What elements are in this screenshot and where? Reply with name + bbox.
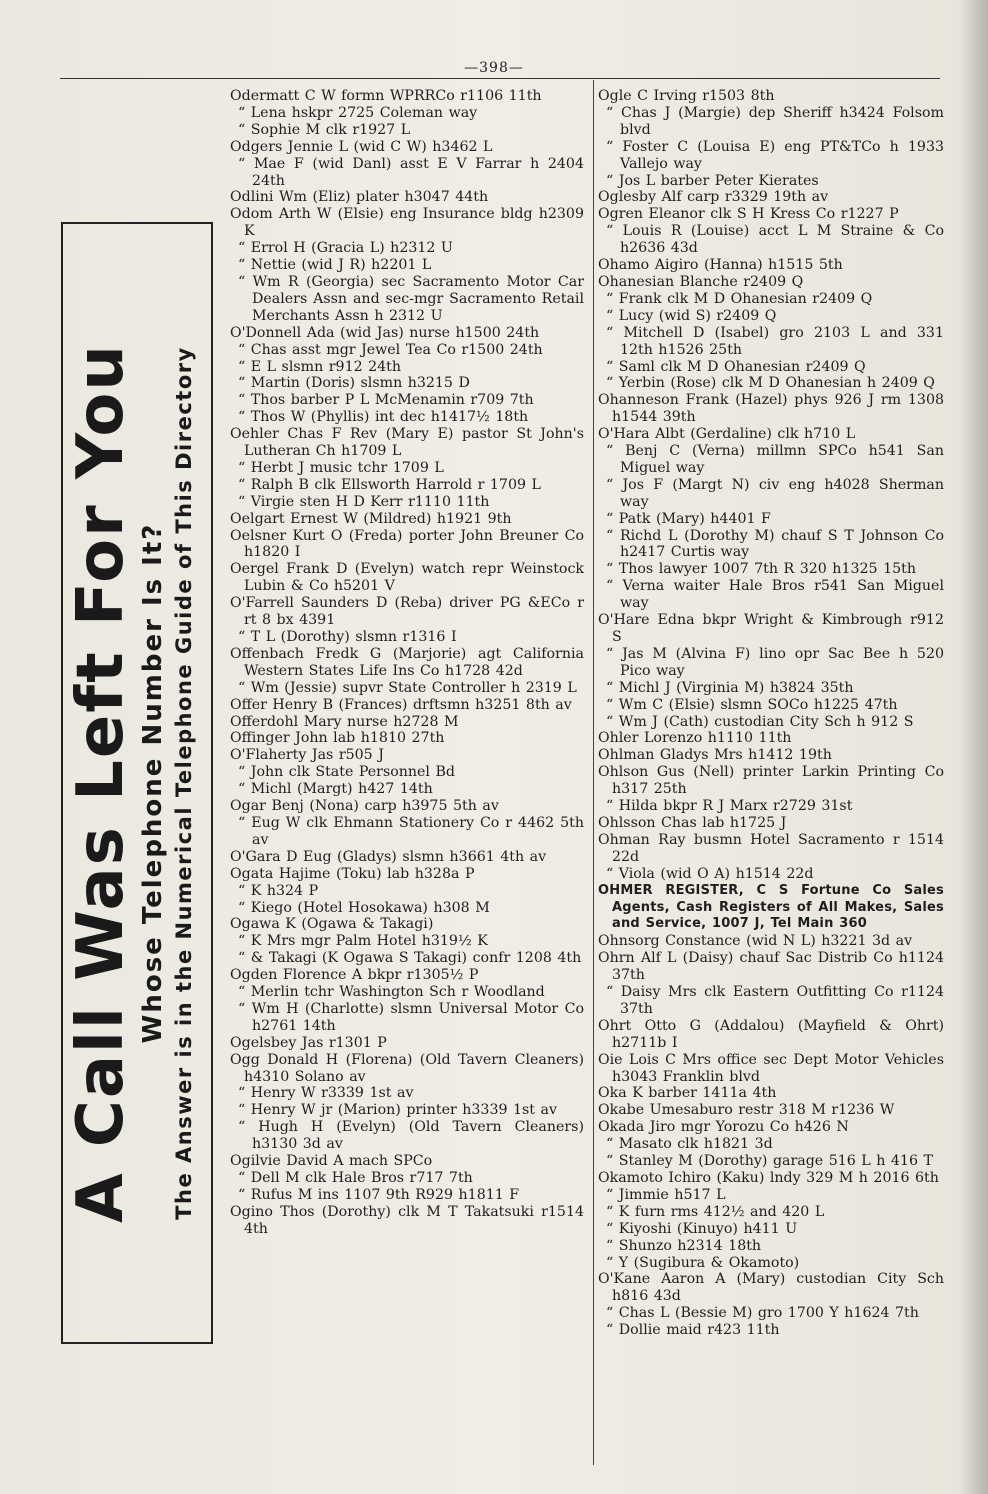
directory-entry: “ Wm R (Georgia) sec Sacramento Motor Car Dealers Assn and sec-mgr Sacramento Retail Merchants Assn h 2312 U xyxy=(238,273,584,324)
directory-entry: “ John clk State Personnel Bd xyxy=(238,764,455,781)
directory-entry: Oehler Chas F Rev (Mary E) pastor St John's Lutheran Ch h1709 L xyxy=(230,426,584,460)
directory-entry: Okada Jiro mgr Yorozu Co h426 N xyxy=(598,1119,849,1136)
directory-entry: “ Hugh H (Evelyn) (Old Tavern Cleaners) h3130 3d av xyxy=(238,1119,584,1153)
ad-rotated-text xyxy=(62,228,212,1338)
directory-entry: “ Kiego (Hotel Hosokawa) h308 M xyxy=(238,899,490,916)
directory-entry: “ Saml clk M D Ohanesian r2409 Q xyxy=(606,358,866,375)
directory-entry: Ogle C Irving r1503 8th xyxy=(598,88,775,104)
directory-entry: “ Eug W clk Ehmann Stationery Co r 4462 5th av xyxy=(238,814,584,848)
directory-entry: “ Jos L barber Peter Kierates xyxy=(606,172,819,189)
directory-entry: “ Wm C (Elsie) slsmn SOCo h1225 47th xyxy=(606,696,898,713)
left-column xyxy=(230,88,584,1238)
directory-entry: Ohrn Alf L (Daisy) chauf Sac Distrib Co h1124 37th xyxy=(598,950,944,984)
directory-entry: “ Wm J (Cath) custodian City Sch h 912 S xyxy=(606,713,914,730)
directory-entry: Okamoto Ichiro (Kaku) lndy 329 M h 2016 6th xyxy=(598,1170,939,1186)
directory-entry: “ Stanley M (Dorothy) garage 516 L h 416 T xyxy=(606,1153,933,1170)
directory-entry: Odermatt C W formn WPRRCo r1106 11th xyxy=(230,88,542,104)
directory-entry: “ Y (Sugibura & Okamoto) xyxy=(606,1254,800,1271)
directory-entry: “ Jimmie h517 L xyxy=(606,1186,726,1203)
directory-entry: “ K furn rms 412½ and 420 L xyxy=(606,1203,825,1220)
directory-entry: “ Martin (Doris) slsmn h3215 D xyxy=(238,375,470,392)
directory-entry: Ogino Thos (Dorothy) clk M T Takatsuki r1514 4th xyxy=(230,1203,584,1237)
directory-entry: “ Patk (Mary) h4401 F xyxy=(606,510,771,527)
directory-entry: “ Thos barber P L McMenamin r709 7th xyxy=(238,392,534,409)
directory-entry: “ Dollie maid r423 11th xyxy=(606,1322,780,1339)
directory-entry: “ Ralph B clk Ellsworth Harrold r 1709 L xyxy=(238,476,541,493)
directory-entry: Offer Henry B (Frances) drftsmn h3251 8th av xyxy=(230,696,572,713)
directory-entry: O'Hara Albt (Gerdaline) clk h710 L xyxy=(598,426,856,443)
directory-entry: “ Chas asst mgr Jewel Tea Co r1500 24th xyxy=(238,341,543,358)
directory-entry: Ogata Hajime (Toku) lab h328a P xyxy=(230,865,475,882)
directory-entry: Offinger John lab h1810 27th xyxy=(230,730,445,747)
directory-entry: Ohnsorg Constance (wid N L) h3221 3d av xyxy=(598,933,913,950)
directory-entry: “ Rufus M ins 1107 9th R929 h1811 F xyxy=(238,1186,520,1203)
directory-entry: O'Gara D Eug (Gladys) slsmn h3661 4th av xyxy=(230,848,547,865)
directory-entry: “ Wm H (Charlotte) slsmn Universal Motor Co h2761 14th xyxy=(238,1000,584,1034)
directory-entry: “ Michl J (Virginia M) h3824 35th xyxy=(606,679,854,696)
page-number: —398— xyxy=(464,60,524,76)
directory-entry: Ohanesian Blanche r2409 Q xyxy=(598,273,804,290)
directory-entry: “ Lena hskpr 2725 Coleman way xyxy=(238,104,478,121)
directory-entry: “ Dell M clk Hale Bros r717 7th xyxy=(238,1170,473,1186)
directory-entry: “ Michl (Margt) h427 14th xyxy=(238,781,433,798)
directory-entry: “ Mitchell D (Isabel) gro 2103 L and 331 12th h1526 25th xyxy=(606,324,944,358)
directory-entry: Ogden Florence A bkpr r1305½ P xyxy=(230,967,479,984)
directory-entry: “ Wm (Jessie) supvr State Controller h 2319 L xyxy=(238,679,577,696)
directory-entry: “ Jas M (Alvina F) lino opr Sac Bee h 520 Pico way xyxy=(606,645,944,679)
directory-entry: Ogren Eleanor clk S H Kress Co r1227 P xyxy=(598,206,899,223)
directory-entry: “ Richd L (Dorothy M) chauf S T Johnson Co h2417 Curtis way xyxy=(606,527,944,561)
directory-entry: “ Kiyoshi (Kinuyo) h411 U xyxy=(606,1220,798,1237)
directory-entry: Ohlson Gus (Nell) printer Larkin Printing Co h317 25th xyxy=(598,764,944,798)
directory-entry: “ Virgie sten H D Kerr r1110 11th xyxy=(238,493,490,510)
directory-entry: Oka K barber 1411a 4th xyxy=(598,1085,777,1102)
column-divider xyxy=(593,80,594,1465)
ad-footer-line: The Answer is in the Numerical Telephone Guide of This Directory xyxy=(172,346,196,1220)
directory-entry: Ogilvie David A mach SPCo xyxy=(230,1153,433,1170)
directory-entry: Ogelsbey Jas r1301 P xyxy=(230,1034,387,1051)
directory-entry: Ohanneson Frank (Hazel) phys 926 J rm 1308 h1544 39th xyxy=(598,392,944,426)
directory-entry: “ Thos lawyer 1007 7th R 320 h1325 15th xyxy=(606,561,916,578)
directory-entry: “ Benj C (Verna) millmn SPCo h541 San Miguel way xyxy=(606,443,944,476)
directory-entry: “ Foster C (Louisa E) eng PT&TCo h 1933 Vallejo way xyxy=(606,138,944,172)
directory-entry: Odgers Jennie L (wid C W) h3462 L xyxy=(230,138,493,155)
directory-entry: Offenbach Fredk G (Marjorie) agt California Western States Life Ins Co h1728 42d xyxy=(230,645,584,679)
directory-entry: Odom Arth W (Elsie) eng Insurance bldg h2309 K xyxy=(230,206,584,240)
directory-entry: O'Farrell Saunders D (Reba) driver PG &ECo r rt 8 bx 4391 xyxy=(230,595,584,629)
directory-entry: “ Thos W (Phyllis) int dec h1417½ 18th xyxy=(238,409,529,426)
directory-entry: Ohler Lorenzo h1110 11th xyxy=(598,730,792,747)
telephone-guide-ad xyxy=(61,222,213,1344)
directory-entry: Ohlsson Chas lab h1725 J xyxy=(598,814,787,831)
directory-entry: “ Mae F (wid Danl) asst E V Farrar h 2404 24th xyxy=(238,155,584,189)
directory-entry: “ Viola (wid O A) h1514 22d xyxy=(606,865,814,882)
directory-entry: Oelgart Ernest W (Mildred) h1921 9th xyxy=(230,510,512,527)
directory-entry: “ T L (Dorothy) slsmn r1316 I xyxy=(238,629,457,645)
directory-entry: Offerdohl Mary nurse h2728 M xyxy=(230,713,459,730)
directory-entry: “ Shunzo h2314 18th xyxy=(606,1237,762,1254)
directory-entry: Oergel Frank D (Evelyn) watch repr Weinstock Lubin & Co h5201 V xyxy=(230,561,584,595)
ad-headline: A Call Was Left For You xyxy=(64,343,138,1223)
directory-entry: Oie Lois C Mrs office sec Dept Motor Vehicles h3043 Franklin blvd xyxy=(598,1051,944,1085)
header-rule xyxy=(60,78,940,79)
directory-entry: Ogg Donald H (Florena) (Old Tavern Cleaners) h4310 Solano av xyxy=(230,1051,584,1085)
directory-entry: “ & Takagi (K Ogawa S Takagi) confr 1208 4th xyxy=(238,950,582,967)
directory-entry: Ohlman Gladys Mrs h1412 19th xyxy=(598,747,832,764)
directory-entry: “ Henry W jr (Marion) printer h3339 1st av xyxy=(238,1102,557,1119)
directory-entry: “ Jos F (Margt N) civ eng h4028 Sherman way xyxy=(606,476,944,510)
directory-entry: Odlini Wm (Eliz) plater h3047 44th xyxy=(230,189,489,206)
directory-entry: “ K Mrs mgr Palm Hotel h319½ K xyxy=(238,933,488,950)
directory-entry: Ogar Benj (Nona) carp h3975 5th av xyxy=(230,798,499,815)
directory-entry: Ohman Ray busmn Hotel Sacramento r 1514 22d xyxy=(598,831,944,865)
directory-entry: O'Kane Aaron A (Mary) custodian City Sch h816 43d xyxy=(598,1271,944,1305)
ad-subheadline: Whose Telephone Number Is It? xyxy=(138,522,168,1044)
directory-entry: “ Masato clk h1821 3d xyxy=(606,1136,773,1153)
directory-entry: Okabe Umesaburo restr 318 M r1236 W xyxy=(598,1102,895,1119)
directory-entry: “ Herbt J music tchr 1709 L xyxy=(238,459,444,476)
directory-entry: “ Frank clk M D Ohanesian r2409 Q xyxy=(606,290,873,307)
directory-entry: Oglesby Alf carp r3329 19th av xyxy=(598,189,829,206)
directory-entry: Ogawa K (Ogawa & Takagi) xyxy=(230,916,434,933)
directory-entry: “ Merlin tchr Washington Sch r Woodland xyxy=(238,984,545,1001)
directory-entry: Ohrt Otto G (Addalou) (Mayfield & Ohrt) h2711b I xyxy=(598,1017,944,1051)
directory-entry: “ Chas L (Bessie M) gro 1700 Y h1624 7th xyxy=(606,1305,919,1322)
directory-entry: Ohamo Aigiro (Hanna) h1515 5th xyxy=(598,257,843,274)
directory-entry: “ Henry W r3339 1st av xyxy=(238,1085,414,1102)
right-column xyxy=(598,88,944,1339)
directory-entry: “ Sophie M clk r1927 L xyxy=(238,121,411,138)
directory-entry: “ Verna waiter Hale Bros r541 San Miguel way xyxy=(606,578,944,612)
directory-entry: “ Daisy Mrs clk Eastern Outfitting Co r1124 37th xyxy=(606,984,944,1017)
directory-entry: “ Errol H (Gracia L) h2312 U xyxy=(238,240,453,257)
directory-entry: “ Hilda bkpr R J Marx r2729 31st xyxy=(606,798,853,815)
directory-entry: Oelsner Kurt O (Freda) porter John Breuner Co h1820 I xyxy=(230,527,584,561)
directory-advert-entry: OHMER REGISTER, C S Fortune Co Sales Agents, Cash Registers of All Makes, Sales and Service, 1007 J, Tel Main 360 xyxy=(598,882,944,932)
directory-entry: “ K h324 P xyxy=(238,882,319,899)
directory-entry: “ Yerbin (Rose) clk M D Ohanesian h 2409 Q xyxy=(606,375,935,392)
directory-entry: “ E L slsmn r912 24th xyxy=(238,358,402,375)
directory-entry: “ Chas J (Margie) dep Sheriff h3424 Folsom blvd xyxy=(606,104,944,138)
directory-entry: “ Nettie (wid J R) h2201 L xyxy=(238,257,432,274)
directory-entry: O'Hare Edna bkpr Wright & Kimbrough r912 S xyxy=(598,612,944,645)
directory-entry: “ Louis R (Louise) acct L M Straine & Co h2636 43d xyxy=(606,223,944,257)
directory-entry: “ Lucy (wid S) r2409 Q xyxy=(606,307,777,324)
directory-entry: O'Flaherty Jas r505 J xyxy=(230,747,384,764)
directory-entry: O'Donnell Ada (wid Jas) nurse h1500 24th xyxy=(230,324,540,341)
